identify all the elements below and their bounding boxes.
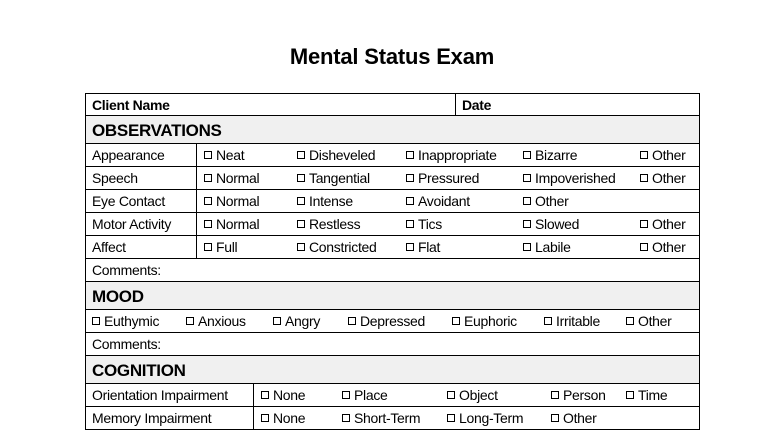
checkbox-option[interactable]: Other bbox=[640, 147, 686, 163]
checkbox-option[interactable]: None bbox=[261, 387, 305, 403]
row-label: Eye Contact bbox=[92, 193, 165, 209]
checkbox-option[interactable]: Neat bbox=[204, 147, 244, 163]
obs-row-motor-activity bbox=[85, 213, 700, 236]
checkbox-option[interactable]: Place bbox=[342, 387, 388, 403]
checkbox-option[interactable]: Disheveled bbox=[297, 147, 375, 163]
mood-comments[interactable] bbox=[85, 333, 700, 356]
checkbox-icon bbox=[92, 317, 100, 325]
checkbox-option[interactable]: Other bbox=[523, 193, 569, 209]
checkbox-option[interactable]: Short-Term bbox=[342, 410, 420, 426]
checkbox-option[interactable]: Full bbox=[204, 239, 237, 255]
checkbox-option[interactable]: Intense bbox=[297, 193, 353, 209]
checkbox-icon bbox=[297, 151, 305, 159]
checkbox-option[interactable]: Bizarre bbox=[523, 147, 577, 163]
comments-label: Comments: bbox=[92, 336, 161, 352]
checkbox-icon bbox=[626, 317, 634, 325]
mood-options-row bbox=[85, 310, 700, 333]
checkbox-icon bbox=[452, 317, 460, 325]
checkbox-option[interactable]: Pressured bbox=[406, 170, 479, 186]
checkbox-icon bbox=[626, 391, 634, 399]
checkbox-icon bbox=[640, 243, 648, 251]
checkbox-option[interactable]: Object bbox=[447, 387, 498, 403]
observations-heading: OBSERVATIONS bbox=[85, 116, 700, 144]
row-label: Orientation Impairment bbox=[92, 387, 228, 403]
checkbox-icon bbox=[348, 317, 356, 325]
checkbox-option[interactable]: Tangential bbox=[297, 170, 370, 186]
cognition-heading: COGNITION bbox=[85, 356, 700, 384]
checkbox-icon bbox=[297, 174, 305, 182]
checkbox-option[interactable]: Euthymic bbox=[92, 313, 159, 329]
checkbox-icon bbox=[342, 414, 350, 422]
checkbox-option[interactable]: Irritable bbox=[544, 313, 600, 329]
mood-heading: MOOD bbox=[85, 282, 700, 310]
observations-comments[interactable] bbox=[85, 259, 700, 282]
checkbox-icon bbox=[261, 391, 269, 399]
checkbox-icon bbox=[342, 391, 350, 399]
checkbox-option[interactable]: Anxious bbox=[186, 313, 246, 329]
checkbox-icon bbox=[523, 220, 531, 228]
checkbox-option[interactable]: Restless bbox=[297, 216, 360, 232]
checkbox-icon bbox=[544, 317, 552, 325]
checkbox-option[interactable]: Time bbox=[626, 387, 667, 403]
row-label: Motor Activity bbox=[92, 216, 172, 232]
checkbox-icon bbox=[297, 220, 305, 228]
checkbox-icon bbox=[204, 197, 212, 205]
checkbox-icon bbox=[406, 151, 414, 159]
checkbox-icon bbox=[406, 243, 414, 251]
date-field[interactable]: Date bbox=[462, 97, 492, 113]
checkbox-option[interactable]: Other bbox=[640, 216, 686, 232]
checkbox-icon bbox=[523, 197, 531, 205]
checkbox-icon bbox=[523, 243, 531, 251]
checkbox-option[interactable]: Angry bbox=[273, 313, 320, 329]
obs-row-affect bbox=[85, 236, 700, 259]
checkbox-option[interactable]: Normal bbox=[204, 193, 259, 209]
checkbox-icon bbox=[204, 151, 212, 159]
checkbox-icon bbox=[186, 317, 194, 325]
checkbox-icon bbox=[204, 174, 212, 182]
checkbox-option[interactable]: Other bbox=[640, 239, 686, 255]
checkbox-icon bbox=[261, 414, 269, 422]
comments-label: Comments: bbox=[92, 262, 161, 278]
checkbox-option[interactable]: Other bbox=[640, 170, 686, 186]
checkbox-icon bbox=[204, 243, 212, 251]
checkbox-option[interactable]: Tics bbox=[406, 216, 442, 232]
client-date-row bbox=[85, 93, 700, 116]
row-label: Appearance bbox=[92, 147, 165, 163]
obs-row-speech bbox=[85, 167, 700, 190]
checkbox-icon bbox=[406, 174, 414, 182]
checkbox-option[interactable]: Avoidant bbox=[406, 193, 470, 209]
checkbox-option[interactable]: Depressed bbox=[348, 313, 425, 329]
obs-row-appearance bbox=[85, 144, 700, 167]
obs-row-eye-contact bbox=[85, 190, 700, 213]
checkbox-option[interactable]: None bbox=[261, 410, 305, 426]
row-label: Memory Impairment bbox=[92, 410, 212, 426]
checkbox-icon bbox=[273, 317, 281, 325]
checkbox-option[interactable]: Euphoric bbox=[452, 313, 517, 329]
row-label: Speech bbox=[92, 170, 138, 186]
checkbox-icon bbox=[447, 414, 455, 422]
checkbox-icon bbox=[640, 151, 648, 159]
checkbox-icon bbox=[204, 220, 212, 228]
checkbox-option[interactable]: Normal bbox=[204, 170, 259, 186]
checkbox-icon bbox=[640, 220, 648, 228]
checkbox-option[interactable]: Impoverished bbox=[523, 170, 615, 186]
checkbox-icon bbox=[297, 197, 305, 205]
checkbox-option[interactable]: Slowed bbox=[523, 216, 579, 232]
checkbox-icon bbox=[297, 243, 305, 251]
checkbox-icon bbox=[447, 391, 455, 399]
checkbox-option[interactable]: Long-Term bbox=[447, 410, 523, 426]
checkbox-icon bbox=[523, 174, 531, 182]
checkbox-icon bbox=[523, 151, 531, 159]
checkbox-option[interactable]: Flat bbox=[406, 239, 440, 255]
mental-status-form bbox=[85, 93, 700, 430]
checkbox-option[interactable]: Inappropriate bbox=[406, 147, 497, 163]
page-title: Mental Status Exam bbox=[289, 44, 495, 69]
checkbox-icon bbox=[406, 197, 414, 205]
row-label: Affect bbox=[92, 239, 126, 255]
checkbox-option[interactable]: Normal bbox=[204, 216, 259, 232]
checkbox-option[interactable]: Person bbox=[551, 387, 606, 403]
checkbox-icon bbox=[640, 174, 648, 182]
checkbox-icon bbox=[551, 391, 559, 399]
checkbox-icon bbox=[406, 220, 414, 228]
client-name-field[interactable]: Client Name bbox=[92, 97, 170, 113]
checkbox-option[interactable]: Other bbox=[551, 410, 597, 426]
checkbox-icon bbox=[551, 414, 559, 422]
cog-row-memory bbox=[85, 407, 700, 430]
cog-row-orientation bbox=[85, 384, 700, 407]
checkbox-option[interactable]: Labile bbox=[523, 239, 571, 255]
checkbox-option[interactable]: Other bbox=[626, 313, 672, 329]
checkbox-option[interactable]: Constricted bbox=[297, 239, 377, 255]
